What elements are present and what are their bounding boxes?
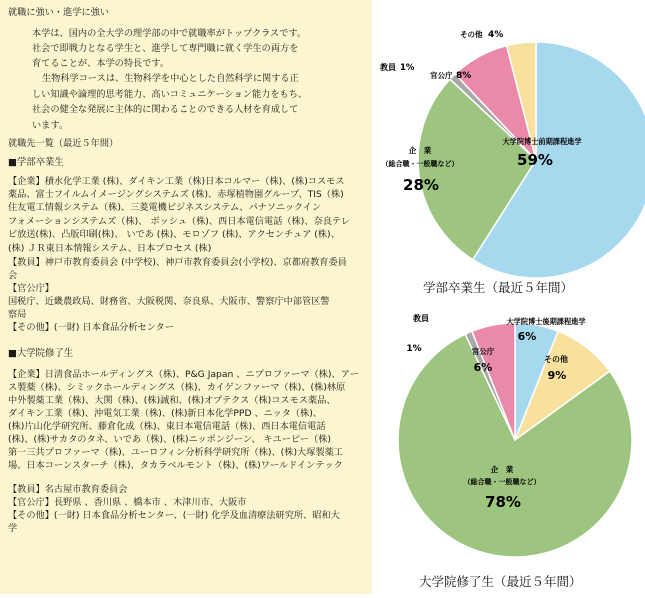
label-sub: （総合職・一般職など） (463, 478, 541, 486)
intro-line: います。 (32, 120, 69, 131)
pie2-label-teacher (406, 313, 429, 354)
pie-charts (372, 0, 645, 594)
label-text: 企 業 (490, 465, 514, 474)
label-pct: 28% (403, 176, 439, 194)
undergrad-chart-title: 学部卒業生（最近５年間） (423, 280, 574, 295)
grad-line: (株)、(株)サカタのタネ、いであ（株)、(株)ニッポンジーン、 キユーピー（株) (8, 434, 331, 445)
grad-line: ス製薬（株)、シミックホールディングス（株)、カイゲンファーマ（株)、(株)林原 (8, 382, 346, 393)
grad-title: ■大学院修了生 (8, 348, 74, 359)
grad-line: 中外製薬工業（株)、大関（株)、(株)誠和、(株)オプテクス（株)コスモス薬品、 (8, 395, 336, 406)
list-title: 就職先一覧（最近５年間） (8, 138, 119, 149)
label-text: 企 業 (408, 146, 432, 155)
undergrad-line: 住友電工情報システム（株)、三菱電機ビジネスシステム、パナソニックイン (8, 202, 322, 213)
grad-line: 【教員】名古屋市教育委員会 (8, 484, 128, 495)
undergrad-line: 【その他】(一財) 日本食品分析センター (8, 322, 174, 333)
intro-line: 本学は、国内の全大学の理学部の中で就職率がトップクラスです。 (32, 28, 307, 39)
undergrad-line: 薬品、富士フイルムイメージングシステムズ (株)、赤塚植物園グループ、TIS（株) (8, 189, 344, 200)
label-pct: 1% (406, 344, 422, 354)
intro-line: しい知識や論理的思考能力、高いコミュニケーション能力をもち、 (32, 89, 308, 100)
undergrad-line: 【教員】神戸市教育委員会 (中学校)、神戸市教育委員会(小学校)、京都府教育委員 (8, 257, 347, 268)
undergrad-title: ■学部卒業生 (8, 157, 64, 168)
undergrad-line: ビ放送(株)、凸版印刷(株)、 いであ (株)、モロゾフ (株)、アクセンチュア (株)、 (8, 229, 340, 240)
undergrad-line: 会 (8, 270, 18, 281)
grad-line: (株)片山化学研究所、藤倉化成（株)、東日本電信電話（株)、西日本電信電話 (8, 421, 326, 432)
pie1-label-teacher (379, 62, 415, 73)
pie1-label-other (460, 29, 503, 40)
intro-line: 育てることが、本学の特長です。 (32, 58, 170, 69)
grad-line: 第一三共プロファーマ（株)、ユーロフィン分析科学研究所（株)、(株)大塚製薬工 (8, 447, 343, 458)
intro-line: 社会で即戦力となる学生と、進学して専門職に就く学生の両方を (32, 43, 299, 54)
grad-line: 【企業】日清食品ホールディングス（株)、P&G Japan 、ニプロファーマ（株)、アー (8, 369, 359, 380)
undergrad-line: 察局 (8, 309, 27, 320)
label-text: 大学院博士前期課程進学 (502, 137, 582, 146)
undergrad-line: 国税庁、近畿農政局、財務省、大阪税関、奈良県、大阪市、警察庁中部管区警 (8, 296, 330, 307)
label-pct: 4% (488, 30, 504, 40)
grad-line: 場、日本コーンスターチ（株)、タカラベルモント（株)、(株)ワールドインテック (8, 460, 343, 471)
grad-line: 【官公庁】長野県 、香川県 、橋本市 、木津川市、大阪市 (8, 497, 247, 508)
grad-pie (398, 323, 632, 557)
charts-area (372, 0, 645, 594)
label-pct: 9% (547, 369, 567, 382)
intro-line: 社会の健全な発展に主体的に関わることのできる人材を育成して (32, 104, 299, 115)
undergrad-line: フォメーションシステムズ（株)、 ボッシュ（株)、西日本電信電話（株)、奈良テレ (8, 216, 351, 227)
label-text: 教員 (380, 63, 396, 72)
grad-line: 学 (8, 523, 18, 534)
label-pct: 59% (517, 151, 553, 169)
label-sub: （総合職・一般職など） (381, 160, 459, 168)
undergrad-line: 【官公庁】 (8, 283, 54, 294)
label-pct: 6% (517, 330, 537, 343)
label-pct: 78% (485, 493, 521, 511)
grad-line: ダイキン工業（株)、沖電気工業（株)、(株)新日本化学PPD 、ニッタ（株)、 (8, 408, 322, 419)
grad-chart-title: 大学院修了生（最近５年間） (419, 574, 582, 589)
intro-line: 生物科学コースは、生物科学を中心とした自然科学に関する正 (42, 73, 299, 84)
undergrad-line: 【企業】積水化学工業 (株)、ダイキン工業（株)日本コルマー（株)、(株)コスモス (8, 176, 345, 187)
pie1-label-govt (430, 70, 471, 81)
grad-line: 【その他】(一財) 日本食品分析センター、(一財) 化学及血清療法研究所、昭和大 (8, 510, 340, 521)
label-text: 大学院博士後期課程進学 (506, 317, 586, 326)
label-text: その他 (460, 30, 483, 39)
label-pct: 6% (473, 361, 493, 374)
label-text: その他 (544, 355, 568, 364)
label-text: 教員 (413, 314, 429, 323)
label-pct: 1% (400, 63, 415, 73)
label-pct: 8% (456, 71, 472, 81)
label-text: 官公庁 (430, 71, 453, 80)
undergrad-line: (株) ＪＲ東日本情報システム、日本プロセス (株) (8, 243, 212, 254)
section-heading: 就職に強い・進学に強い (8, 7, 110, 18)
label-text: 官公庁 (471, 347, 495, 356)
